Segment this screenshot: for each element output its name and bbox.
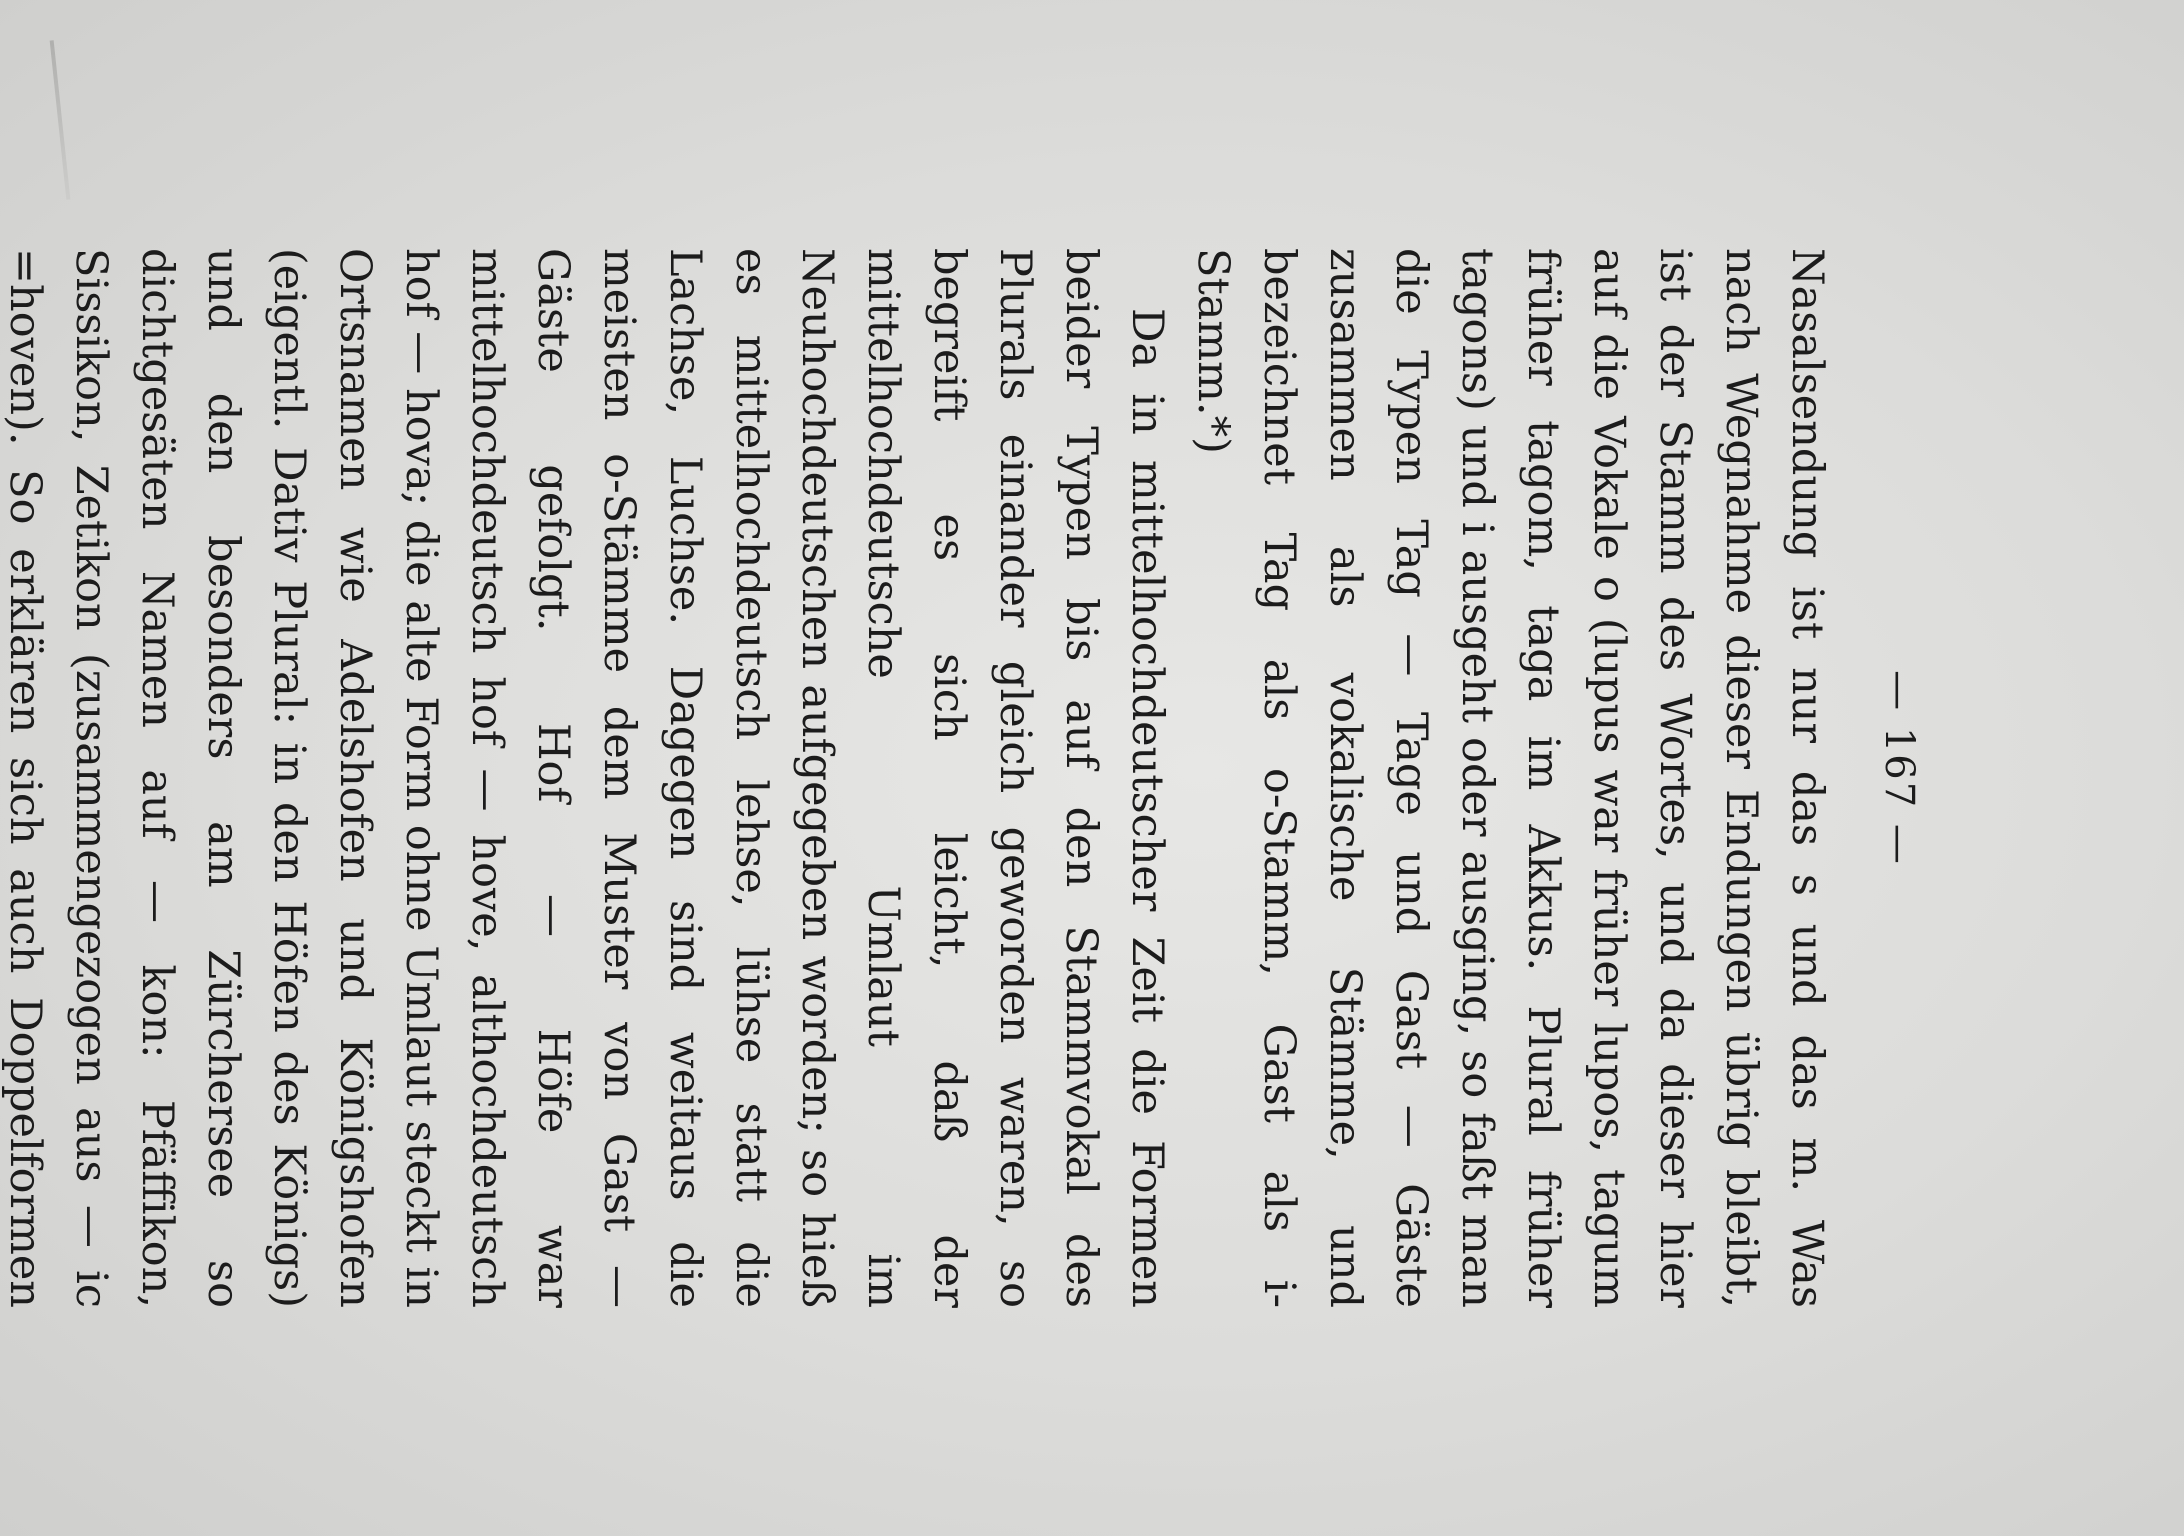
body-text	[0, 78, 1840, 1458]
paragraph-2: Da in mittelhochdeutscher Zeit die Formen beider Typen bis auf den Stammvokal des Plurals einander gleich geworden waren, so begreift es sich leicht, daß der mittelhochdeutsche Umlaut im Neuhochdeutschen aufgegeben worden; so hieß es mittelhochdeutsch lehse, lühse statt die Lachse, Luchse. Dagegen sind weitaus die meisten o-Stämme dem Muster von Gast — Gäste gefolgt. Hof — Höfe war mittelhochdeutsch hof — hove, althochdeutsch hof — hova; die alte Form ohne Umlaut steckt in Ortsnamen wie Adelshofen und Königshofen (eigentl. Dativ Plural: in den Höfen des Königs) und den besonders am Zürchersee so dichtgesäten Namen auf — kon: Pfäffikon, Sissikon, Zetikon (zusammengezogen aus — ic =hoven). So erklären sich auch Doppelformen	[0, 248, 1172, 1308]
page-number: — 167 —	[1876, 670, 1922, 866]
paragraph-1: Nasalsendung ist nur das s und das m. Was nach Wegnahme dieser Endungen übrig bleibt, ist der Stamm des Wortes, und da dieser hier auf die Vokale o (lupus war früher lupos, tagum früher tagom, taga im Akkus. Plural früher tagons) und i ausgeht oder ausging, so faßt man die Typen Tag — Tage und Gast — Gäste zusammen als vokalische Stämme, und bezeichnet Tag als o-Stamm, Gast als i-Stamm.*)	[1188, 248, 1832, 1308]
book-page	[0, 78, 2072, 1458]
